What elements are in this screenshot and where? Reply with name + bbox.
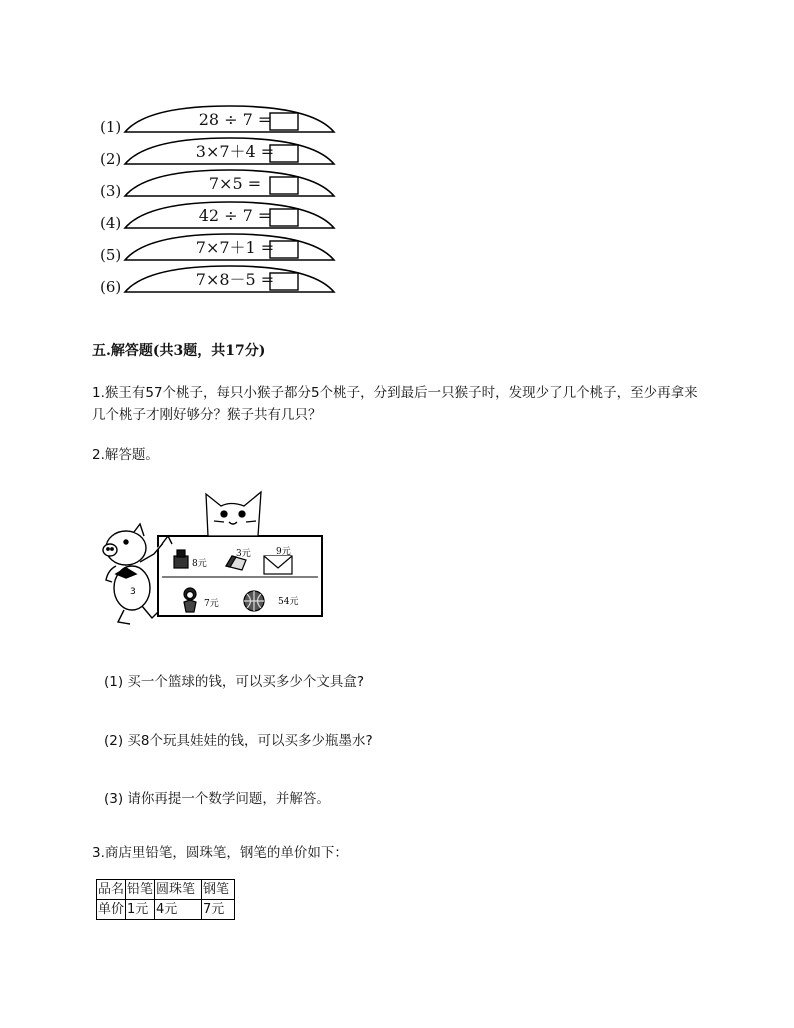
sub-question-2: (2) 买8个玩具娃娃的钱，可以买多少瓶墨水? [104, 733, 373, 749]
price-illustration [96, 486, 328, 636]
card-price: 9元 [276, 547, 291, 557]
doll-price: 7元 [204, 599, 219, 609]
equation-3 [100, 168, 340, 200]
table-cell: 钢笔 [202, 880, 235, 900]
equation-expression: 3×7＋4 = [195, 142, 275, 161]
table-cell: 单价 [97, 900, 126, 920]
equation-number: (3) [100, 182, 122, 200]
table-cell: 圆珠笔 [155, 880, 202, 900]
equation-5 [100, 232, 340, 264]
table-cell: 品名 [97, 880, 126, 900]
basketball-icon [244, 591, 264, 611]
ink-price: 8元 [192, 559, 207, 569]
question-2-title: 2.解答题。 [92, 447, 159, 463]
ball-price: 54元 [278, 597, 299, 607]
cat-icon [206, 492, 261, 536]
equation-expression: 42 ÷ 7 = [198, 206, 272, 225]
table-row [97, 880, 235, 900]
question-3: 3.商店里铅笔，圆珠笔，钢笔的单价如下： [92, 845, 348, 861]
price-board-drawing [96, 486, 328, 636]
equation-expression: 7×5 = [208, 174, 262, 193]
table-row [97, 900, 235, 920]
equation-number: (1) [100, 118, 122, 136]
section-title: 五.解答题(共3题，共17分) [92, 343, 266, 359]
equation-6 [100, 264, 340, 296]
equation-4 [100, 200, 340, 232]
equation-number: (2) [100, 150, 122, 168]
greeting-card-icon [264, 556, 292, 574]
equation-2 [100, 136, 340, 168]
eraser-price: 3元 [236, 549, 251, 559]
sub-question-3: (3) 请你再提一个数学问题，并解答。 [104, 791, 330, 807]
table-cell: 7元 [202, 900, 235, 920]
svg-text:3: 3 [130, 587, 136, 597]
equation-number: (5) [100, 246, 122, 264]
equation-expression: 7×8－5 = [195, 270, 275, 289]
question-1: 1.猴王有57个桃子，每只小猴子都分5个桃子，分到最后一只猴子时，发现少了几个桃子，至少再拿来几个桃子才刚好够分？猴子共有几只？ [92, 385, 698, 423]
equation-expression: 28 ÷ 7 = [198, 110, 272, 129]
table-cell: 1元 [126, 900, 155, 920]
equation-number: (6) [100, 278, 122, 296]
table-cell: 铅笔 [126, 880, 155, 900]
table-cell: 4元 [155, 900, 202, 920]
equation-expression: 7×7＋1 = [195, 238, 275, 257]
equation-number: (4) [100, 214, 122, 232]
equation-1 [100, 104, 340, 136]
price-table [96, 879, 235, 920]
sub-question-1: (1) 买一个篮球的钱，可以买多少个文具盒? [104, 674, 365, 690]
